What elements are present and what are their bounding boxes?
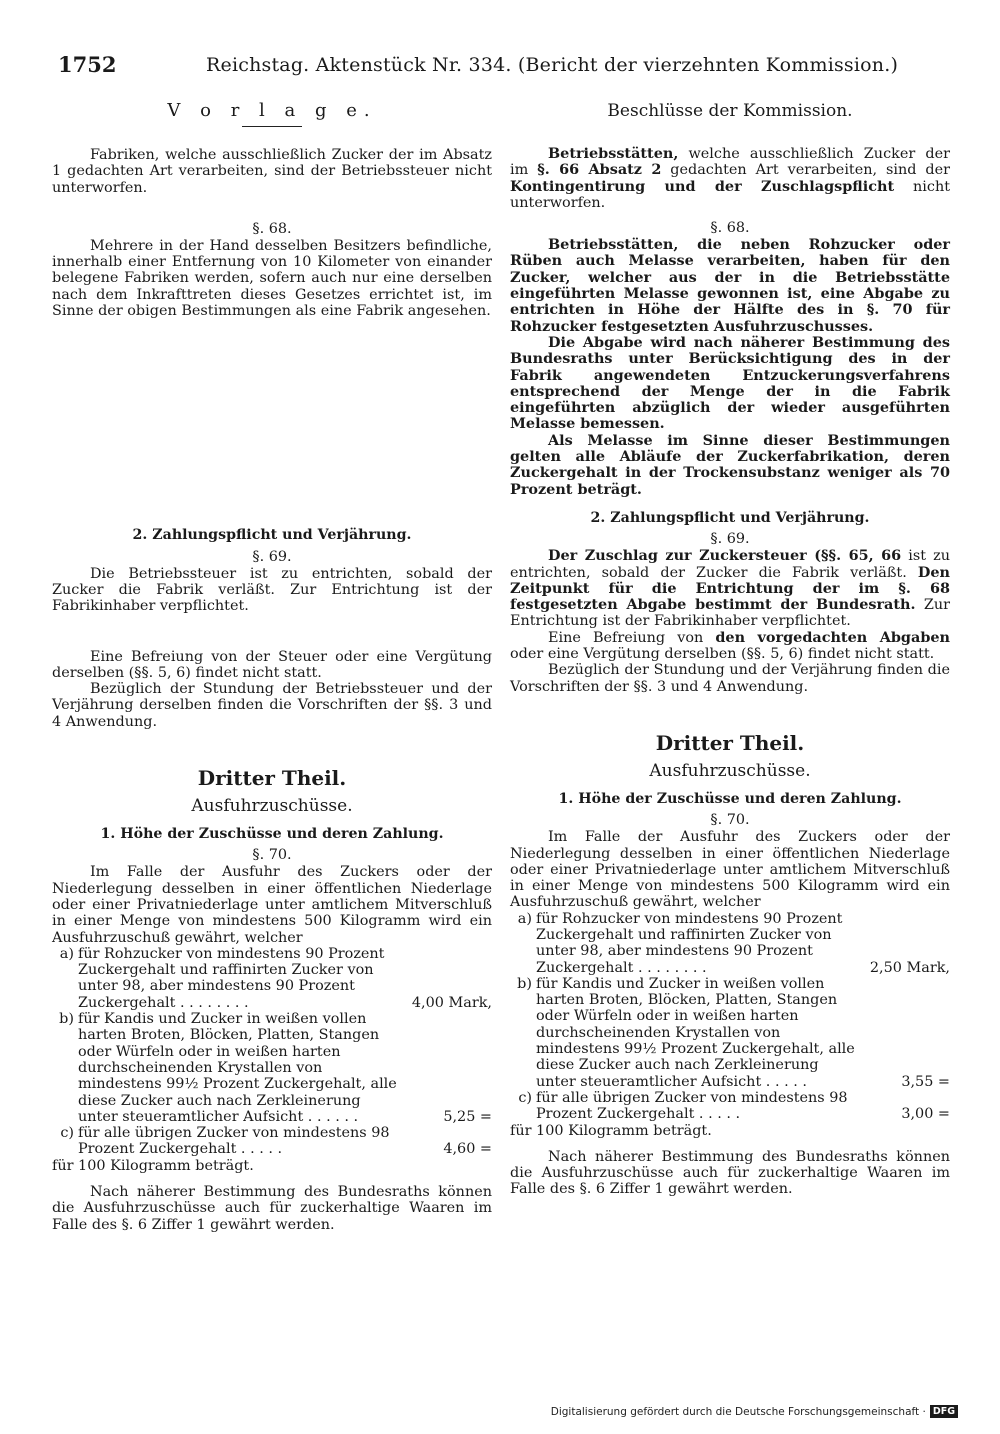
page-header: [58, 52, 948, 82]
right-p68-text1: Betriebsstätten, die neben Rohzucker oder Rüben auch Melasse verarbeiten, haben für den Zucker, welcher aus der in die Betriebsstätte eingeführten Melasse gewonnen ist, eine Abgabe zu entrichten in Höhe der Hälfte des in §. 70 für Rohzucker festgesetzten Ausfuhrzuschusses.: [510, 236, 950, 335]
right-p69-text2: Eine Befreiung von den vorgedachten Abgaben oder eine Vergütung derselben (§§. 5, 6) findet nicht statt.: [510, 628, 950, 663]
left-column-vorlage: [52, 100, 492, 1233]
list-item: a) für Rohzucker von mindestens 90 Prozent Zuckergehalt und raffinirten Zucker von unter 98, aber mindestens 90 Prozent Zuckergehalt . . . . . . . . 4,00 Mark,: [59, 945, 492, 1011]
right-p68-text2: Die Abgabe wird nach näherer Bestimmung des Bundesraths unter Berücksichtigung des in der Fabrik angewendeten Entzuckerungsverfahrens entsprechend der Menge der in die Fabrik eingeführten abzüglich der wieder ausgeführten Melasse bemessen.: [510, 333, 950, 433]
left-p70-title: §. 70.: [252, 847, 292, 864]
rate-value: 4,60 =: [443, 1141, 492, 1158]
right-p69-text3: Bezüglich der Stundung und der Verjährung finden die Vorschriften der §§. 3 und 4 Anwendung.: [510, 662, 950, 695]
right-p70-text: Im Falle der Ausfuhr des Zuckers oder der Niederlegung desselben in einer öffentlichen Niederlage oder einer Privatniederlage unter amtlichem Mitverschluß in einer Menge von mindestens 500 Kilogramm wird ein Ausfuhrzuschuß gewährt, welcher: [510, 829, 950, 911]
left-sec1-title: 1. Höhe der Zuschüsse und deren Zahlung.: [100, 826, 444, 843]
left-rate-list: [52, 946, 492, 1158]
left-sec2-title: 2. Zahlungspflicht und Verjährung.: [132, 527, 412, 544]
list-item: b) für Kandis und Zucker in weißen vollen harten Broten, Blöcken, Platten, Stangen oder Würfeln oder in weißen harten durchscheinenden Krystallen von mindestens 99½ Prozent Zuckergehalt, alle diese Zucker auch nach Zerkleinerung unter steueramtlicher Aufsicht . . . . . . 5,25 =: [59, 1011, 492, 1125]
right-sec2-title: 2. Zahlungspflicht und Verjährung.: [590, 509, 870, 526]
right-intro: Betriebsstätten, welche ausschließlich Zucker der im §. 66 Absatz 2 gedachten Art verarbeiten, sind der Kontingentirung und der Zuschlagspflicht nicht unterworfen.: [510, 145, 951, 211]
list-item: c) für alle übrigen Zucker von mindestens 98 Prozent Zuckergehalt . . . . . 3,00 =: [518, 1089, 950, 1123]
left-p69-text: Die Betriebssteuer ist zu entrichten, sobald der Zucker die Fabrik verläßt. Zur Entrichtung ist der Fabrikinhaber verpflichtet.: [52, 565, 492, 615]
right-p68-text3: Als Melasse im Sinne dieser Bestimmungen gelten alle Abläufe der Zuckerfabrikation, deren Zuckergehalt in der Trockensubstanz weniger als 70 Prozent beträgt.: [510, 431, 950, 498]
left-theil-title: Dritter Theil.: [197, 766, 347, 791]
right-after-items: für 100 Kilogramm beträgt.: [510, 1122, 712, 1139]
rate-value: 3,55 =: [901, 1073, 950, 1090]
left-p69-text3: Bezüglich der Stundung der Betriebssteuer und der Verjährung derselben finden die Vorschriften der §§. 3 und 4 Anwendung.: [52, 681, 492, 730]
left-p68-text: Mehrere in der Hand desselben Besitzers befindliche, innerhalb einer Entfernung von 10 Kilometer von einander belegene Fabriken werden, sofern auch nur eine derselben nach dem Inkrafttreten dieses Gesetzes errichtet ist, im Sinne der obigen Bestimmungen als eine Fabrik angesehen.: [52, 237, 492, 320]
list-item: a) für Rohzucker von mindestens 90 Prozent Zuckergehalt und raffinirten Zucker von unter 98, aber mindestens 90 Prozent Zuckergehalt . . . . . . . . 2,50 Mark,: [517, 910, 950, 976]
left-ausf-title: Ausfuhrzuschüsse.: [191, 796, 353, 817]
left-intro: Fabriken, welche ausschließlich Zucker der im Absatz 1 gedachten Art verarbeiten, sind der Betriebssteuer nicht unterworfen.: [52, 147, 492, 196]
heading-rule: [242, 126, 302, 127]
right-p70-title: §. 70.: [710, 812, 750, 829]
right-ausf-title: Ausfuhrzuschüsse.: [649, 760, 811, 781]
right-rate-list: [510, 911, 950, 1123]
left-p69-text2: Eine Befreiung von der Steuer oder eine Vergütung derselben (§§. 5, 6) findet nicht statt.: [52, 648, 492, 681]
right-p69-title: §. 69.: [710, 531, 750, 548]
rate-value: 4,00 Mark,: [411, 994, 492, 1011]
footer-credit: [551, 1405, 958, 1418]
right-p69-text1: Der Zuschlag zur Zuckersteuer (§§. 65, 66 ist zu entrichten, sobald der Zucker die Fabrik verläßt. Den Zeitpunkt für die Entrichtung der im §. 68 festgesetzten Abgabe bestimmt der Bundesrath. Zur Entrichtung ist der Fabrikinhaber verpflichtet.: [510, 547, 950, 630]
rate-value: 5,25 =: [443, 1108, 492, 1125]
left-after-items: für 100 Kilogramm beträgt.: [52, 1157, 254, 1174]
left-p70-text: Im Falle der Ausfuhr des Zuckers oder der Niederlegung desselben in einer öffentlichen Niederlage oder einer Privatniederlage unter amtlichem Mitverschluß in einer Menge von mindestens 500 Kilogramm wird ein Ausfuhrzuschuß gewährt, welcher: [52, 864, 492, 946]
left-p68-title: §. 68.: [252, 220, 292, 237]
list-item: c) für alle übrigen Zucker von mindestens 98 Prozent Zuckergehalt . . . . . 4,60 =: [60, 1125, 492, 1158]
left-final: Nach näherer Bestimmung des Bundesraths können die Ausfuhrzuschüsse auch für zuckerhaltige Waaren im Falle des §. 6 Ziffer 1 gewährt werden.: [52, 1183, 492, 1233]
right-theil-title: Dritter Theil.: [655, 730, 805, 755]
header-title: Reichstag. Aktenstück Nr. 334. (Bericht der vierzehnten Kommission.): [206, 54, 899, 76]
rate-value: 3,00 =: [901, 1106, 950, 1123]
rate-value: 2,50 Mark,: [869, 959, 950, 976]
right-p68-title: §. 68.: [710, 220, 750, 237]
list-item: b) für Kandis und Zucker in weißen vollen harten Broten, Blöcken, Platten, Stangen oder Würfeln oder in weißen harten durchscheinenden Krystallen von mindestens 99½ Prozent Zuckergehalt, alle diese Zucker auch nach Zerkleinerung unter steueramtlicher Aufsicht . . . . . 3,55 =: [517, 975, 950, 1090]
right-heading: Beschlüsse der Kommission.: [607, 101, 853, 121]
left-p69-title: §. 69.: [252, 548, 292, 565]
page-number: 1752: [58, 52, 117, 77]
left-heading: V o r l a g e.: [167, 100, 377, 121]
footer-text: Digitalisierung gefördert durch die Deutsche Forschungsgemeinschaft ·: [550, 1405, 926, 1418]
right-sec1-title: 1. Höhe der Zuschüsse und deren Zahlung.: [558, 790, 902, 807]
dfg-logo: DFG: [930, 1405, 958, 1418]
right-column-beschluesse: [510, 100, 950, 1198]
right-final: Nach näherer Bestimmung des Bundesraths können die Ausfuhrzuschüsse auch für zuckerhaltige Waaren im Falle des §. 6 Ziffer 1 gewährt werden.: [510, 1148, 950, 1198]
